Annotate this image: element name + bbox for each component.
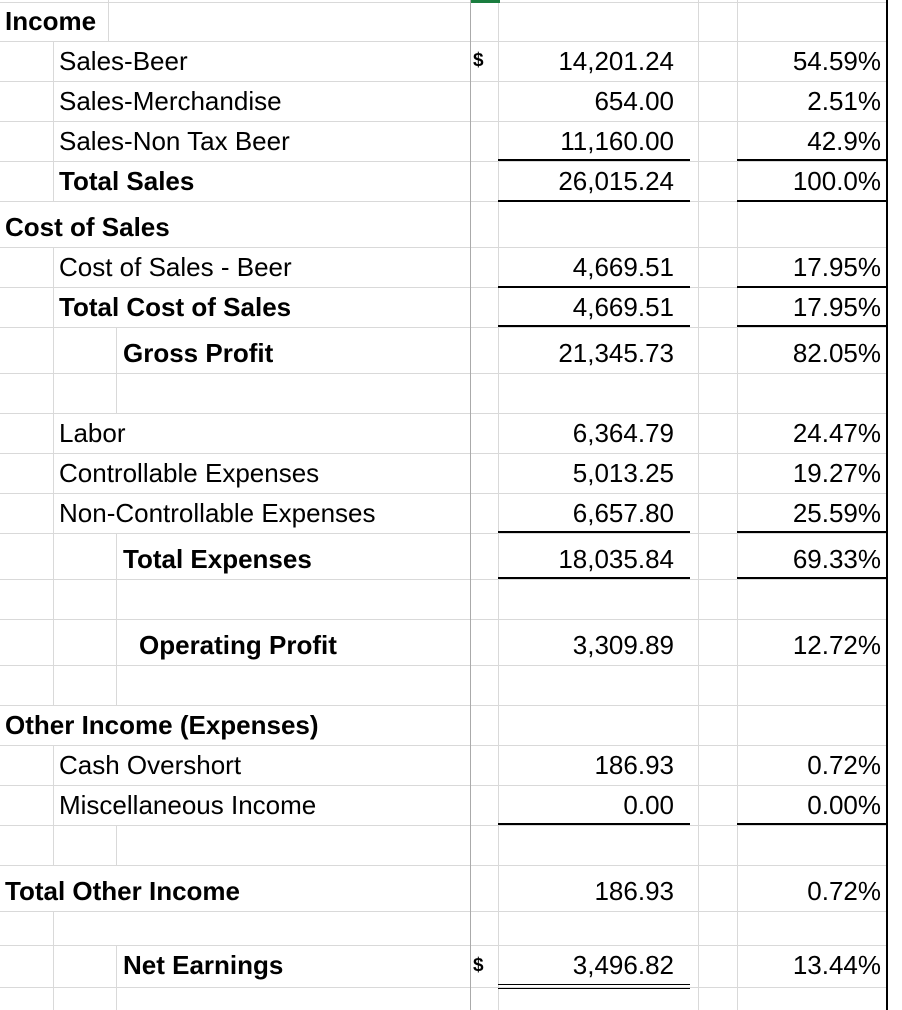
selected-column-indicator [471, 0, 500, 3]
amount-sales-non-tax-beer: 11,160.00 [560, 126, 674, 156]
amount-cost-of-sales-beer: 4,669.51 [572, 252, 674, 282]
label-cost-of-sales-beer: Cost of Sales - Beer [59, 252, 292, 282]
pct-cash-overshort: 0.72% [807, 750, 881, 780]
pct-controllable-expenses: 19.27% [792, 458, 881, 488]
pct-non-controllable-expenses: 25.59% [792, 498, 881, 528]
amount-sales-merchandise: 654.00 [594, 86, 674, 116]
label-cash-overshort: Cash Overshort [59, 750, 242, 780]
pct-sales-beer: 54.59% [792, 46, 881, 76]
currency-symbol: $ [473, 50, 484, 71]
pct-total-other-income: 0.72% [807, 876, 881, 906]
pct-sales-non-tax-beer: 42.9% [807, 126, 881, 156]
amount-labor: 6,364.79 [572, 418, 674, 448]
pct-cost-of-sales-beer: 17.95% [792, 252, 881, 282]
amount-operating-profit: 3,309.89 [572, 630, 674, 660]
income-heading: Income [5, 6, 97, 36]
pct-operating-profit: 12.72% [792, 630, 881, 660]
amount-total-sales: 26,015.24 [558, 166, 674, 196]
pct-sales-merchandise: 2.51% [807, 86, 881, 116]
amount-cash-overshort: 186.93 [594, 750, 674, 780]
label-gross-profit: Gross Profit [123, 338, 274, 368]
other-income-heading: Other Income (Expenses) [5, 710, 319, 740]
label-total-other-income: Total Other Income [5, 876, 240, 906]
label-sales-merchandise: Sales-Merchandise [59, 86, 282, 116]
right-border [886, 0, 888, 1010]
amount-total-other-income: 186.93 [594, 876, 674, 906]
pct-net-earnings: 13.44% [792, 950, 881, 980]
amount-non-controllable-expenses: 6,657.80 [572, 498, 674, 528]
label-controllable-expenses: Controllable Expenses [59, 458, 320, 488]
label-sales-non-tax-beer: Sales-Non Tax Beer [59, 126, 290, 156]
label-non-controllable-expenses: Non-Controllable Expenses [59, 498, 376, 528]
amount-net-earnings: 3,496.82 [572, 950, 674, 980]
pct-total-expenses: 69.33% [792, 544, 881, 574]
label-total-cost-of-sales: Total Cost of Sales [59, 292, 292, 322]
label-operating-profit: Operating Profit [139, 630, 337, 660]
label-total-sales: Total Sales [59, 166, 195, 196]
label-net-earnings: Net Earnings [123, 950, 284, 980]
label-miscellaneous-income: Miscellaneous Income [59, 790, 317, 820]
pct-labor: 24.47% [792, 418, 881, 448]
pct-miscellaneous-income: 0.00% [807, 790, 881, 820]
amount-controllable-expenses: 5,013.25 [572, 458, 674, 488]
pct-gross-profit: 82.05% [792, 338, 881, 368]
currency-symbol-net: $ [473, 955, 484, 976]
label-total-expenses: Total Expenses [123, 544, 312, 574]
label-sales-beer: Sales-Beer [59, 46, 188, 76]
amount-miscellaneous-income: 0.00 [623, 790, 674, 820]
amount-gross-profit: 21,345.73 [558, 338, 674, 368]
amount-total-expenses: 18,035.84 [558, 544, 674, 574]
label-labor: Labor [59, 418, 126, 448]
amount-sales-beer: 14,201.24 [558, 46, 674, 76]
cost-of-sales-heading: Cost of Sales [5, 212, 170, 242]
pct-total-cost-of-sales: 17.95% [792, 292, 881, 322]
pct-total-sales: 100.0% [792, 166, 881, 196]
amount-total-cost-of-sales: 4,669.51 [572, 292, 674, 322]
